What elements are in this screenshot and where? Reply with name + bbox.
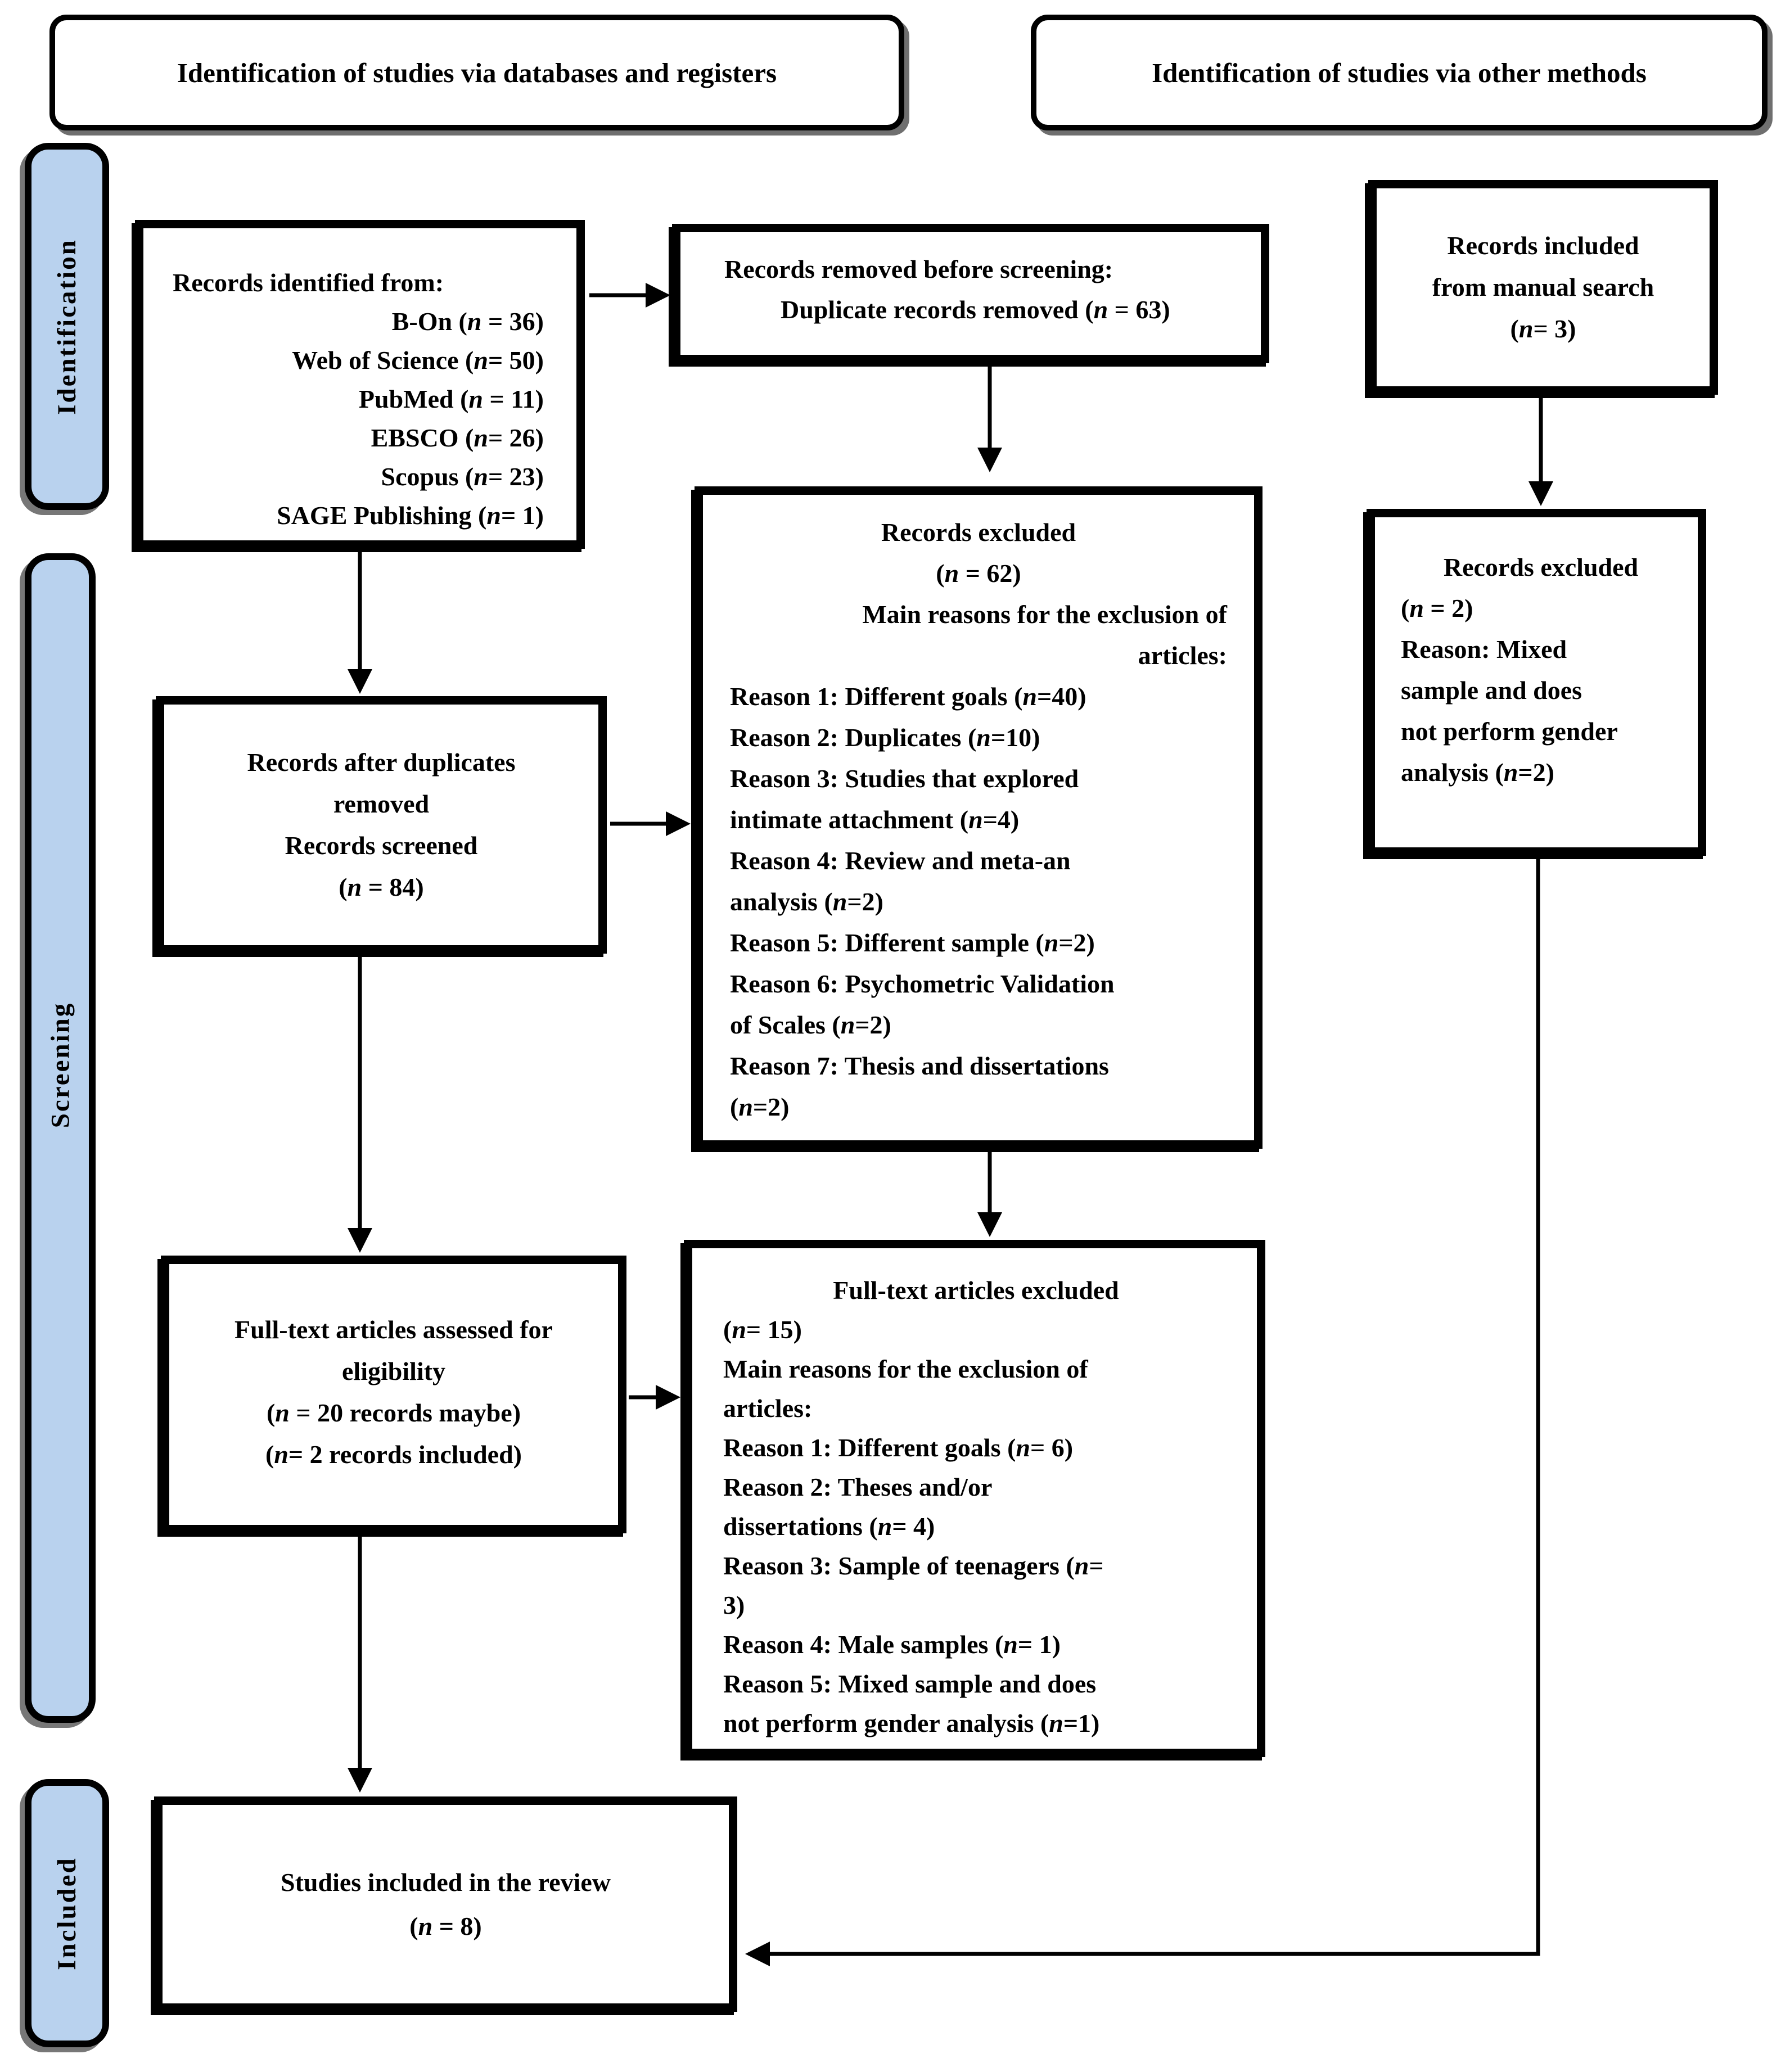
text-line: Reason 6: Psychometric Validation (730, 969, 1115, 998)
box-records-excluded-other (1367, 509, 1706, 856)
text-line: Reason 1: Different goals (n=40) (730, 682, 1086, 711)
text-line: 3) (723, 1591, 745, 1619)
text-line: Reason 5: Different sample (n=2) (730, 928, 1095, 957)
text-line: sample and does (1401, 676, 1582, 705)
text-line: Reason 3: Sample of teenagers (n= (723, 1551, 1104, 1580)
arrow-identified-to-removed (589, 283, 670, 308)
text-line: removed (333, 789, 430, 818)
arrow-identified-to-screened (348, 551, 372, 694)
text-line: Reason 2: Theses and/or (723, 1473, 993, 1501)
text-line: analysis (n=2) (730, 887, 883, 916)
text-line: Reason 5: Mixed sample and does (723, 1669, 1097, 1698)
text-line: analysis (n=2) (1401, 758, 1554, 787)
text-line: Records excluded (1443, 553, 1639, 581)
text-line: Reason 1: Different goals (n= 6) (723, 1433, 1074, 1462)
box-fulltext-excluded (684, 1240, 1265, 1757)
box-studies-included (154, 1796, 737, 2012)
arrow-excluded-to-fulltext-excluded (977, 1151, 1002, 1237)
text-line: SAGE Publishing (n= 1) (277, 501, 544, 530)
arrow-screened-to-fulltext (348, 956, 372, 1253)
box-records-removed-before-screening (672, 224, 1269, 363)
text-line: Records identified from: (173, 268, 444, 297)
text-line: Main reasons for the exclusion of (723, 1355, 1088, 1383)
text-line: (n=2) (730, 1093, 790, 1121)
text-line: from manual search (1432, 273, 1654, 301)
text-line: eligibility (342, 1357, 445, 1385)
text-line: of Scales (n=2) (730, 1010, 891, 1039)
text-line: Duplicate records removed (n = 63) (781, 295, 1170, 324)
text-line: Reason 4: Review and meta-an (730, 846, 1071, 875)
stage-label: Included (52, 1856, 82, 1970)
text-line: Studies included in the review (281, 1867, 611, 1897)
text-line: Reason 4: Male samples (n= 1) (723, 1630, 1061, 1659)
text-line: not perform gender (1401, 717, 1618, 746)
text-line: Records removed before screening: (724, 255, 1113, 283)
text-line: (n = 84) (339, 873, 424, 901)
text-line: Reason 2: Duplicates (n=10) (730, 723, 1040, 752)
text-line: Records screened (285, 831, 478, 860)
text-line: (n= 15) (723, 1315, 802, 1344)
text-line: Reason 7: Thesis and dissertations (730, 1051, 1109, 1080)
box-records-identified (135, 220, 585, 549)
title-databases-registers (49, 15, 904, 130)
text-line: (n = 2) (1401, 594, 1473, 622)
text-line: B-On (n = 36) (391, 307, 544, 336)
title-text: Identification of studies via other methods (1152, 57, 1647, 88)
arrow-manual-to-excluded-other (1529, 397, 1553, 506)
stage-bar-identification (25, 143, 109, 510)
text-line: (n = 20 records maybe) (266, 1398, 521, 1427)
text-line: Reason 3: Studies that explored (730, 764, 1079, 793)
title-other-methods (1031, 15, 1768, 130)
arrow-screened-to-excluded (610, 811, 691, 836)
arrow-fulltext-to-fulltext-excluded (629, 1385, 680, 1410)
text-line: EBSCO (n= 26) (371, 423, 544, 452)
text-line: (n= 3) (1510, 314, 1576, 343)
text-line: Main reasons for the exclusion of (862, 600, 1227, 629)
box-records-screened (156, 696, 607, 954)
stage-bar-included (25, 1779, 109, 2047)
text-line: dissertations (n= 4) (723, 1512, 935, 1541)
text-line: PubMed (n = 11) (358, 385, 544, 413)
text-line: not perform gender analysis (n=1) (723, 1709, 1100, 1737)
text-line: (n = 8) (409, 1911, 482, 1940)
text-line: intimate attachment (n=4) (730, 805, 1020, 834)
text-line: Scopus (n= 23) (381, 462, 544, 491)
text-line: articles: (1138, 641, 1227, 670)
text-line: articles: (723, 1394, 813, 1423)
text-line: (n= 2 records included) (265, 1440, 522, 1469)
text-line: Records after duplicates (247, 748, 516, 777)
text-line: Records included (1447, 231, 1639, 260)
stage-label: Identification (52, 238, 82, 415)
text-line: (n = 62) (936, 559, 1021, 588)
text-line: Web of Science (n= 50) (292, 346, 544, 374)
arrow-removed-to-excluded (977, 365, 1002, 472)
text-line: Full-text articles assessed for (235, 1315, 553, 1344)
text-line: Full-text articles excluded (833, 1276, 1119, 1304)
stage-label: Screening (46, 1001, 75, 1128)
stage-bar-screening (25, 553, 96, 1723)
arrow-fulltext-to-included (348, 1536, 372, 1793)
box-fulltext-assessed (161, 1256, 626, 1533)
title-text: Identification of studies via databases and registers (177, 57, 777, 88)
text-line: Reason: Mixed (1401, 635, 1567, 663)
box-records-excluded-databases (695, 486, 1263, 1149)
text-line: Records excluded (881, 518, 1076, 547)
box-records-included-manual-search (1368, 180, 1718, 395)
